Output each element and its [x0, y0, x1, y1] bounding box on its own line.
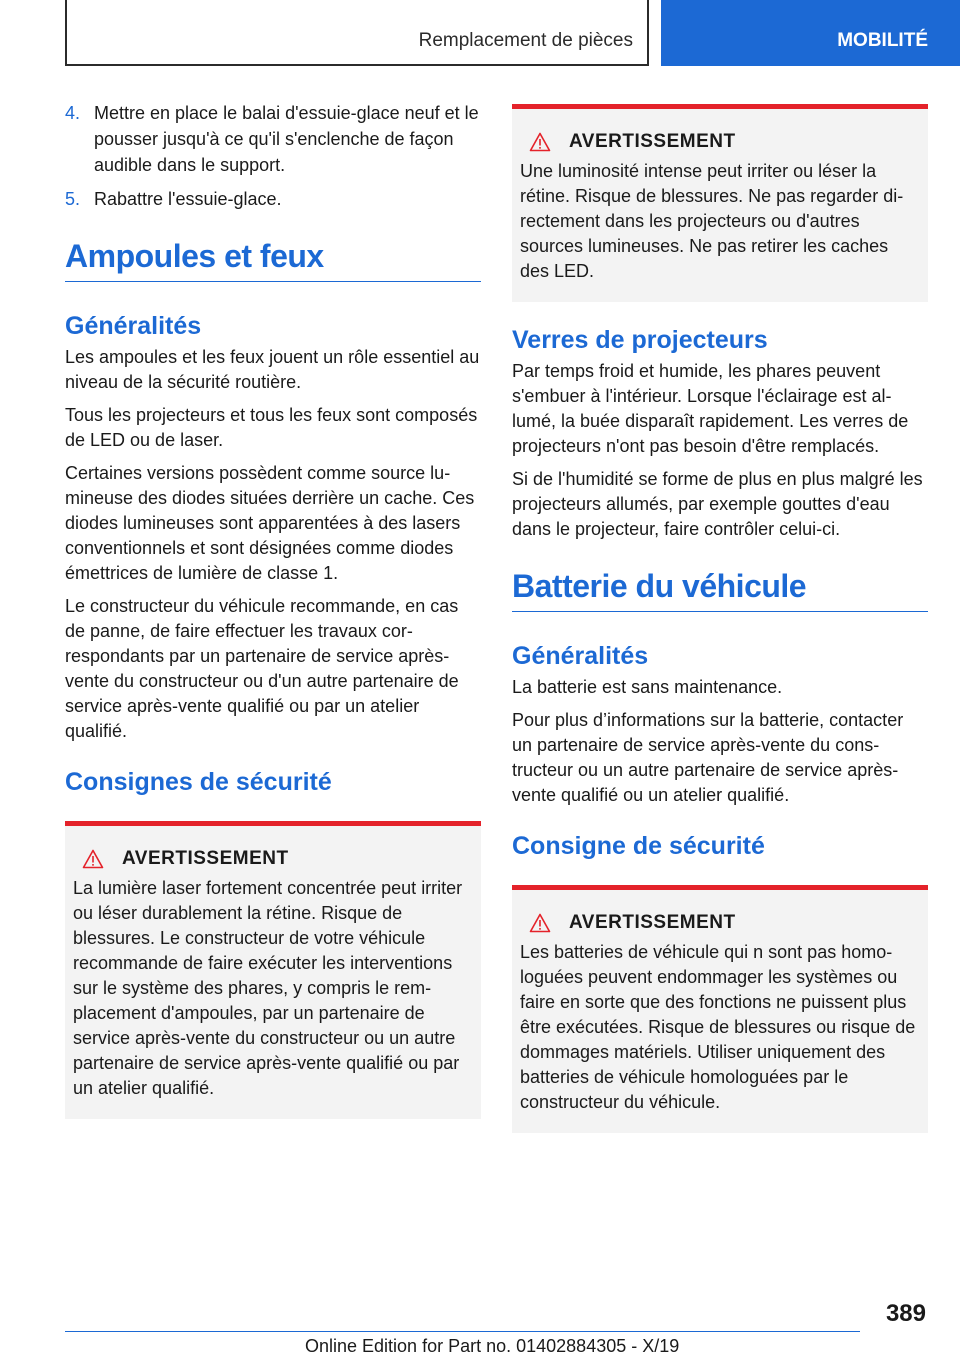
- heading-consigne-de-securite: Consigne de sécurité: [512, 832, 765, 860]
- list-text: Mettre en place le balai d'essuie-glace neuf et le pousser jusqu'à ce qu'il s'enclenche de façon audible dans le support.: [94, 103, 479, 175]
- heading-ampoules-et-feux: Ampoules et feux: [65, 238, 481, 282]
- warning-triangle-icon: [529, 913, 551, 933]
- warning-body: La lumière laser fortement concentrée peut irriter ou léser durablement la rétine. Risque de blessures. Le constructeur de votre véhicule recommande de faire exécuter les interventions sur le système des phares, y compris le remplacement d'ampoules, par un partenaire de service après-vente du constructeur ou un autre partenaire de service après-vente qualifié ou par un atelier qualifié.: [73, 878, 463, 1098]
- paragraph: La batterie est sans maintenance.: [512, 677, 783, 697]
- paragraph: Pour plus d’informations sur la batterie, contacter un partenaire de service après-vente du constructeur ou un autre partenaire de service après-vente qualifié ou un atelier qualifié.: [512, 710, 904, 805]
- footer-edition: Online Edition for Part no. 01402884305 - X/19: [305, 1336, 680, 1356]
- paragraph: Par temps froid et humide, les phares peuvent s'embuer à l'intérieur. Lorsque l'éclairage est allumé, la buée disparaît rapidement. Les verres de projecteurs n'ont pas besoin d'être remplacés.: [512, 361, 909, 456]
- heading-verres-de-projecteurs: Verres de projecteurs: [512, 326, 768, 354]
- header-tab-mobilite[interactable]: [661, 0, 960, 66]
- paragraph: Si de l'humidité se forme de plus en plus malgré les projecteurs allumés, par exemple gouttes d'eau dans le projecteur, faire contrôler celui-ci.: [512, 469, 923, 539]
- warning-triangle-icon: [529, 132, 551, 152]
- page-number: 389: [885, 1300, 926, 1327]
- heading-generalites: Généralités: [65, 312, 202, 340]
- right-column: [512, 100, 928, 1133]
- warning-box: [65, 821, 481, 1119]
- paragraph: Les ampoules et les feux jouent un rôle essentiel au niveau de la sécurité routière.: [65, 347, 480, 392]
- left-column: [65, 100, 481, 1119]
- paragraph: Le constructeur du véhicule recommande, en cas de panne, de faire effectuer les travaux correspondants par un partenaire de service après-vente du constructeur ou d'un autre partenaire de service après-vente qualifié ou par un atelier qualifié.: [65, 596, 459, 741]
- list-item: [65, 186, 481, 212]
- list-text: Rabattre l'essuie-glace.: [94, 189, 282, 209]
- warning-box: [512, 885, 928, 1133]
- list-number: 4.: [65, 103, 81, 123]
- warning-box: [512, 104, 928, 302]
- list-number: 5.: [65, 189, 81, 209]
- warning-title: AVERTISSEMENT: [122, 848, 289, 869]
- paragraph: Tous les projecteurs et tous les feux sont composés de LED ou de laser.: [65, 405, 478, 450]
- heading-consignes-de-securite: Consignes de sécurité: [65, 768, 332, 796]
- header-section-box: [65, 0, 649, 66]
- warning-title: AVERTISSEMENT: [569, 131, 736, 152]
- header-tab-label: MOBILITÉ: [837, 30, 928, 51]
- warning-body: Une luminosité intense peut irriter ou léser la rétine. Risque de blessures. Ne pas regarder directement dans les projecteurs ou d'autres sources lumineuses. Ne pas retirer les caches des LED.: [520, 161, 904, 281]
- footer-divider: [65, 1331, 860, 1332]
- list-item: [65, 100, 481, 178]
- warning-triangle-icon: [82, 849, 104, 869]
- heading-batterie-du-vehicule: Batterie du véhicule: [512, 568, 928, 612]
- paragraph: Certaines versions possèdent comme source lumineuse des diodes situées derrière un cache. Ces diodes lumineuses sont apparentées à des lasers conventionnels et sont désignées comme diodes émettrices de lumière de classe 1.: [65, 463, 475, 583]
- warning-body: Les batteries de véhicule qui n sont pas homologuées peuvent endommager les systèmes ou faire en sorte que des fonctions ne puissent plus être exécutées. Risque de blessures ou risque de dommages matériels. Utiliser uniquement des batteries de véhicule homologuées par le constructeur du véhicule.: [520, 942, 916, 1112]
- heading-generalites: Généralités: [512, 642, 649, 670]
- header-section-title: Remplacement de pièces: [418, 30, 633, 51]
- warning-title: AVERTISSEMENT: [569, 912, 736, 933]
